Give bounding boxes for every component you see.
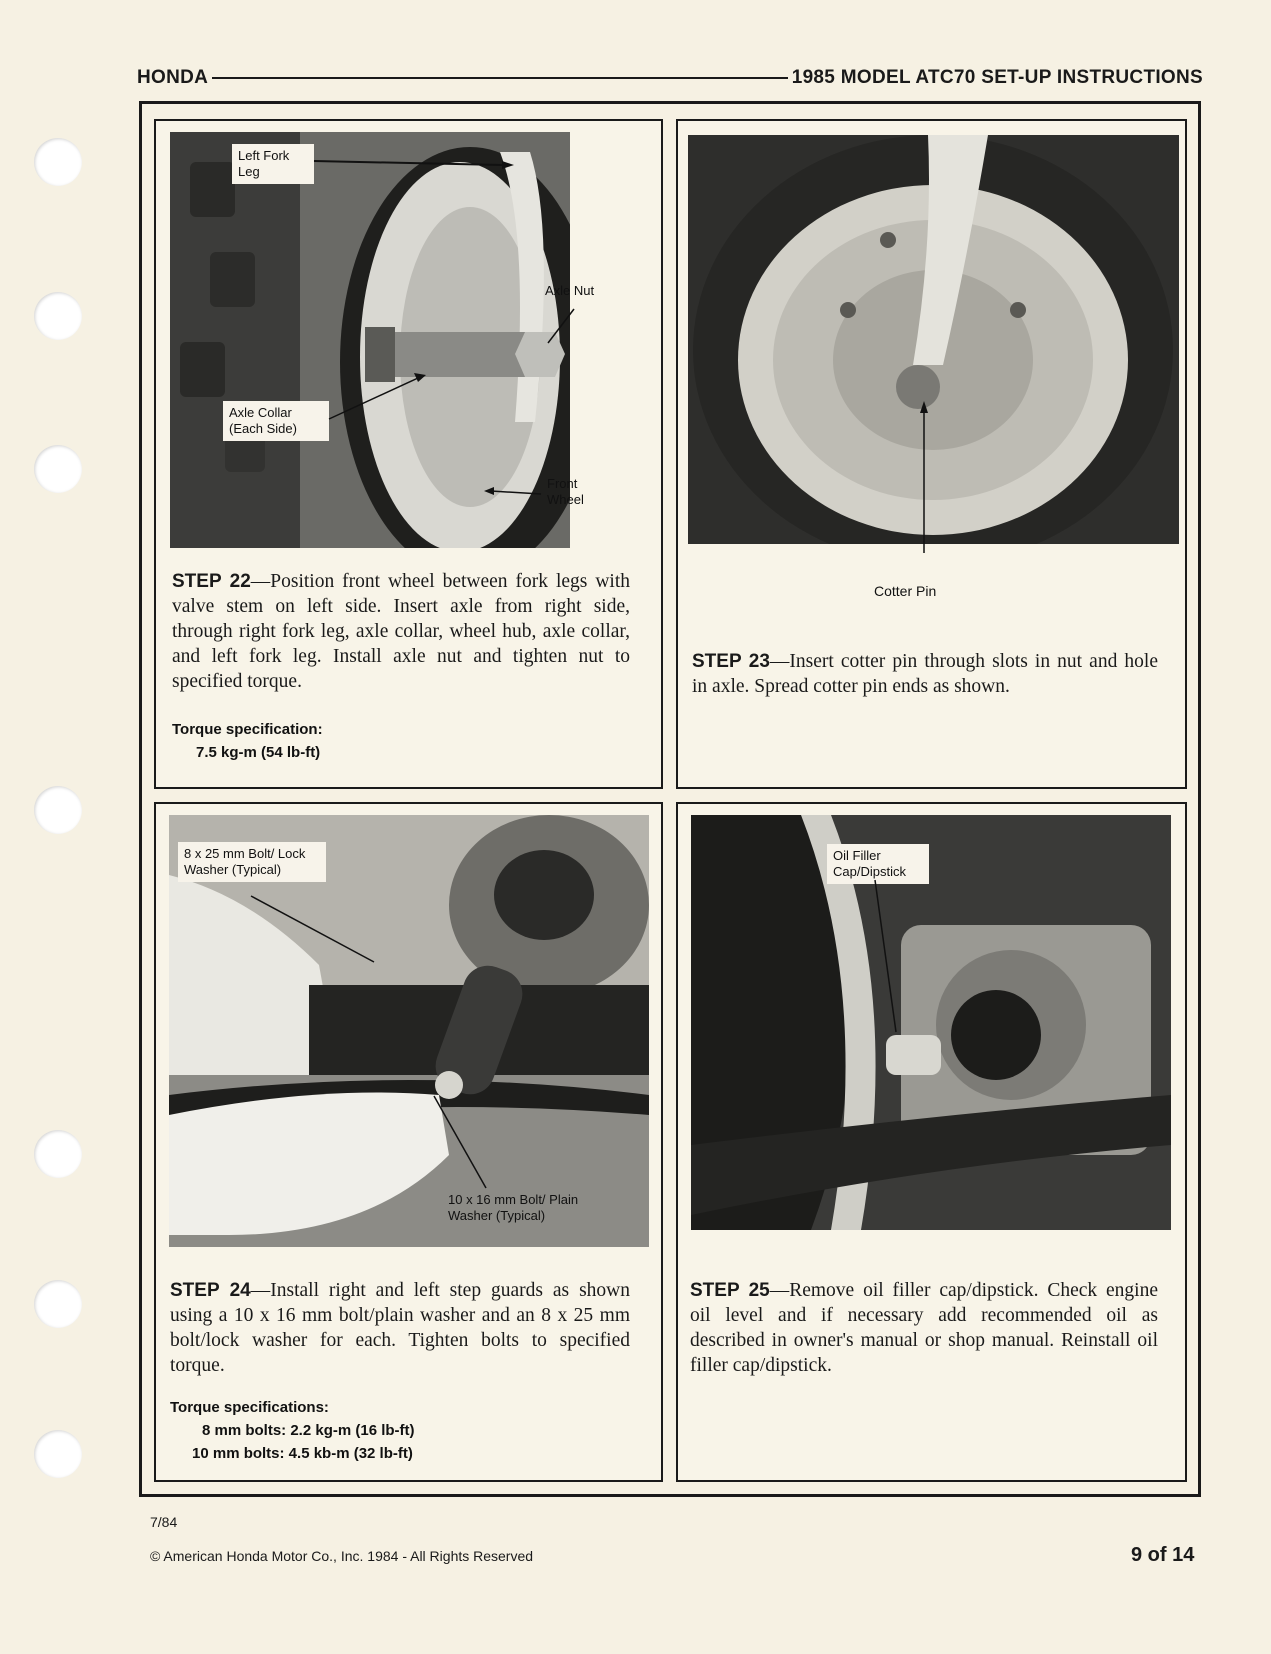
- leader-oil-filler: [678, 804, 1189, 1244]
- step-22-label: STEP 22: [172, 571, 251, 592]
- step-24-label: STEP 24: [170, 1280, 251, 1301]
- step-22-text: [172, 569, 630, 694]
- panel-step-22: [154, 119, 663, 789]
- step-23-label: STEP 23: [692, 651, 770, 672]
- torque-value-10mm: 10 mm bolts: 4.5 kb-m (32 lb-ft): [192, 1445, 413, 1462]
- binder-hole: [34, 786, 82, 834]
- step-22-body: —Position front wheel between fork legs with valve stem on left side. Insert axle from right side, through right fork leg, axle collar, wheel hub, axle collar, and left fork leg. Install axle nut and tighten nut to specified torque.: [172, 571, 630, 692]
- callout-axle-collar: Axle Collar (Each Side): [223, 401, 329, 441]
- header-brand: HONDA: [137, 67, 209, 88]
- leader-cotter-pin: [678, 121, 1189, 581]
- binder-hole: [34, 138, 82, 186]
- callout-oil-filler: Oil Filler Cap/Dipstick: [827, 844, 929, 884]
- torque-title: Torque specifications:: [170, 1399, 329, 1416]
- callout-axle-nut: Axle Nut: [545, 283, 595, 298]
- torque-value-8mm: 8 mm bolts: 2.2 kg-m (16 lb-ft): [202, 1422, 415, 1439]
- photo-front-wheel-axle: [170, 132, 570, 548]
- step-23-body: —Insert cotter pin through slots in nut and hole in axle. Spread cotter pin ends as shown.: [692, 651, 1158, 697]
- step-22-torque: [172, 718, 472, 764]
- binder-hole: [34, 1130, 82, 1178]
- step-25-label: STEP 25: [690, 1280, 770, 1301]
- panel-step-23: [676, 119, 1187, 789]
- binder-hole: [34, 445, 82, 493]
- step-24-body: —Install right and left step guards as shown using a 10 x 16 mm bolt/plain washer and an 8 x 25 mm bolt/lock washer for each. Tighten bolts to specified torque.: [170, 1280, 630, 1376]
- binder-hole: [34, 292, 82, 340]
- torque-value: 7.5 kg-m (54 lb-ft): [196, 744, 321, 761]
- callout-cotter-pin: Cotter Pin: [874, 583, 937, 599]
- header-title: 1985 MODEL ATC70 SET-UP INSTRUCTIONS: [791, 67, 1203, 88]
- callout-bolt-10x16: 10 x 16 mm Bolt/ Plain Washer (Typical): [448, 1192, 579, 1223]
- binder-hole: [34, 1430, 82, 1478]
- step-24-text: [170, 1278, 630, 1378]
- footer-copyright: © American Honda Motor Co., Inc. 1984 - All Rights Reserved: [150, 1548, 534, 1564]
- step-25-body: —Remove oil filler cap/dipstick. Check engine oil level and if necessary add recommended oil as described in owner's manual or shop manual. Reinstall oil filler cap/dipstick.: [690, 1280, 1159, 1376]
- page-header: [137, 66, 1203, 90]
- panel-step-25: [676, 802, 1187, 1482]
- page-number: 9 of 14: [1131, 1544, 1195, 1566]
- callout-left-fork-leg: Left Fork Leg: [232, 144, 314, 184]
- callout-bolt-8x25: 8 x 25 mm Bolt/ Lock Washer (Typical): [178, 842, 326, 882]
- step-25-text: [690, 1278, 1158, 1378]
- leader-lines-24: [156, 804, 665, 1244]
- panel-step-24: [154, 802, 663, 1482]
- binder-hole: [34, 1280, 82, 1328]
- header-rule: [212, 77, 788, 79]
- callout-front-wheel: Front Wheel: [547, 476, 584, 507]
- footer-date: 7/84: [150, 1514, 178, 1530]
- step-23-text: [692, 649, 1158, 699]
- step-24-torque: [170, 1396, 570, 1465]
- torque-title: Torque specification:: [172, 721, 323, 738]
